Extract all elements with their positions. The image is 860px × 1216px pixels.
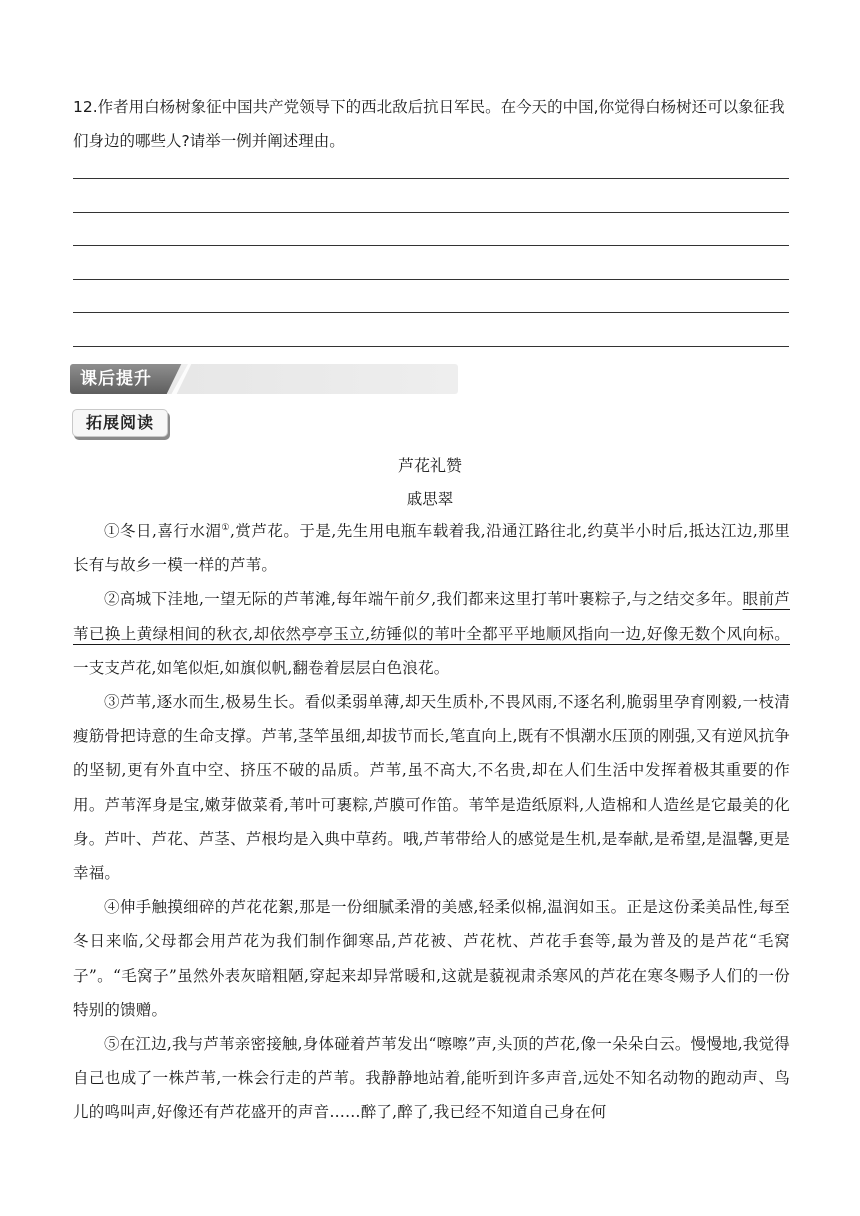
section-banner-label: 课后提升 xyxy=(80,369,152,389)
sub-banner xyxy=(72,409,168,437)
sub-banner-label: 拓展阅读 xyxy=(85,413,154,432)
paragraph-5: ⑤在江边,我与芦苇亲密接触,身体碰着芦苇发出“嚓嚓”声,头顶的芦花,像一朵朵白云。慢慢地,我觉得自己也成了一株芦苇,一株会行走的芦苇。我静静地站着,能听到许多声音,远处不知名动物的跑动声、鸟儿的鸣叫声,好像还有芦花盛开的声音……醉了,醉了,我已经不知道自己身在何 xyxy=(73,1035,790,1122)
section-banner xyxy=(70,364,458,394)
answer-lines xyxy=(73,178,789,379)
paragraph-3: ③芦苇,逐水而生,极易生长。看似柔弱单薄,却天生质朴,不畏风雨,不逐名利,脆弱里孕育刚毅,一枝清瘦筋骨把诗意的生命支撑。芦苇,茎竿虽细,却拔节而长,笔直向上,既有不惧潮水压顶的刚强,又有逆风抗争的坚韧,更有外直中空、挤压不破的品质。芦苇,虽不高大,不名贵,却在人们生活中发挥着极其重要的作用。芦苇浑身是宝,嫩芽做菜肴,苇叶可裹粽,芦膜可作笛。苇竿是造纸原料,人造棉和人造丝是它最美的化身。芦叶、芦花、芦茎、芦根均是入典中草药。哦,芦苇带给人的感觉是生机,是奉献,是希望,是温馨,更是幸福。 xyxy=(73,693,790,883)
article-body xyxy=(73,514,790,1130)
answer-line xyxy=(73,312,789,313)
answer-line xyxy=(73,212,789,213)
paragraph-1: ①冬日,喜行水湄①,赏芦花。于是,先生用电瓶车载着我,沿通江路往北,约莫半小时后,抵达江边,那里长有与故乡一模一样的芦苇。 xyxy=(73,522,790,575)
paragraph-2: ②高城下洼地,一望无际的芦苇滩,每年端午前夕,我们都来这里打苇叶裹粽子,与之结交多年。眼前芦苇已换上黄绿相间的秋衣,却依然亭亭玉立,纺锤似的苇叶全都平平地顺风指向一边,好像无数个风向标。一支支芦花,如笔似炬,如旗似帆,翻卷着层层白色浪花。 xyxy=(73,590,790,677)
underlined-sentence: 眼前芦苇已换上黄绿相间的秋衣,却依然亭亭玉立,纺锤似的苇叶全都平平地顺风指向一边,好像无数个风向标。 xyxy=(73,590,790,643)
answer-line xyxy=(73,245,789,246)
paragraph-4: ④伸手触摸细碎的芦花花絮,那是一份细腻柔滑的美感,轻柔似棉,温润如玉。正是这份柔美品性,每至冬日来临,父母都会用芦花为我们制作御寒品,芦花被、芦花枕、芦花手套等,最为普及的是芦花“毛窝子”。“毛窝子”虽然外表灰暗粗陋,穿起来却异常暖和,这就是藐视肃杀寒风的芦花在寒冬赐予人们的一份特别的馈赠。 xyxy=(73,898,790,1019)
answer-line xyxy=(73,279,789,280)
article-title: 芦花礼赞 xyxy=(397,456,462,475)
answer-line xyxy=(73,178,789,179)
question-12: 12.作者用白杨树象征中国共产党领导下的西北敌后抗日军民。在今天的中国,你觉得白杨树还可以象征我们身边的哪些人?请举一例并阐述理由。 xyxy=(73,98,785,150)
footnote-marker: ① xyxy=(221,522,230,533)
answer-line xyxy=(73,346,789,347)
article-author: 戚思翠 xyxy=(406,490,454,508)
